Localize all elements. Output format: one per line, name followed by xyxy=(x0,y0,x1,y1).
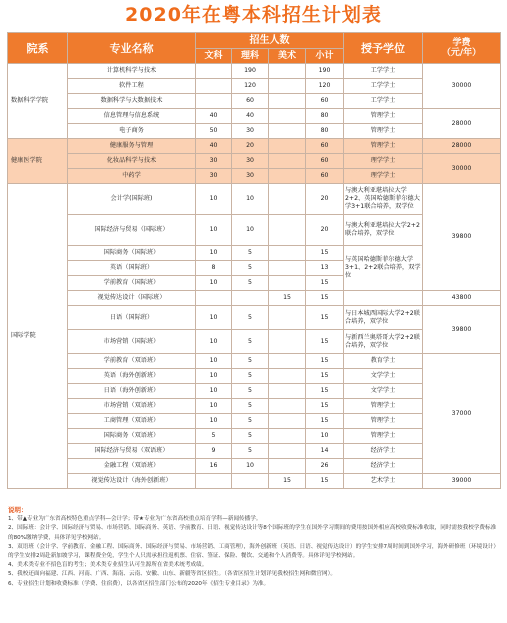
major-cell: 英语（国际班） xyxy=(68,261,196,276)
fee-cell: 30000 xyxy=(423,64,501,109)
meishu-cell xyxy=(269,124,306,139)
degree-cell: 文学学士 xyxy=(344,369,423,384)
wenke-cell: 50 xyxy=(196,124,232,139)
wenke-cell: 10 xyxy=(196,369,232,384)
xiaoji-cell: 190 xyxy=(306,64,344,79)
major-cell: 中药学 xyxy=(68,169,196,184)
note-item: 1、带▲专业为广东省高校特色重点学科—会计学；带★专业为广东省高校重点培育学科—新闻传播学。 xyxy=(8,516,262,523)
meishu-cell xyxy=(269,215,306,246)
meishu-cell xyxy=(269,79,306,94)
notes-heading: 说明： xyxy=(8,506,28,514)
like-cell: 10 xyxy=(232,459,269,474)
like-cell: 5 xyxy=(232,369,269,384)
meishu-cell xyxy=(269,261,306,276)
table-row xyxy=(8,354,501,369)
xiaoji-cell: 15 xyxy=(306,384,344,399)
like-cell: 10 xyxy=(232,184,269,215)
fee-cell: 39000 xyxy=(423,474,501,489)
wenke-cell xyxy=(196,64,232,79)
note-item: 5、我校还面向福建、江西、河南、广西、海南、云南、安徽、山东、新疆等省区招生。（各省区招生计划详见我校招生网和微官网）。 xyxy=(8,571,336,578)
meishu-cell xyxy=(269,306,306,330)
xiaoji-cell: 15 xyxy=(306,306,344,330)
meishu-cell xyxy=(269,94,306,109)
degree-cell: 工学学士 xyxy=(344,94,423,109)
table-row xyxy=(8,109,501,124)
wenke-cell: 16 xyxy=(196,459,232,474)
xiaoji-cell: 80 xyxy=(306,109,344,124)
meishu-cell xyxy=(269,384,306,399)
xiaoji-cell: 15 xyxy=(306,354,344,369)
wenke-cell: 10 xyxy=(196,215,232,246)
major-cell: 工商管理（双语班） xyxy=(68,414,196,429)
meishu-cell xyxy=(269,330,306,354)
meishu-cell xyxy=(269,184,306,215)
like-cell: 120 xyxy=(232,79,269,94)
xiaoji-cell: 80 xyxy=(306,124,344,139)
meishu-cell xyxy=(269,154,306,169)
xiaoji-cell: 15 xyxy=(306,474,344,489)
like-cell: 10 xyxy=(232,215,269,246)
degree-cell: 与日本城西国际大学2+2联合培养，双学位 xyxy=(344,306,423,330)
header-fee xyxy=(423,33,501,64)
wenke-cell: 10 xyxy=(196,306,232,330)
meishu-cell xyxy=(269,399,306,414)
like-cell: 5 xyxy=(232,354,269,369)
degree-cell: 管理学士 xyxy=(344,429,423,444)
xiaoji-cell: 15 xyxy=(306,291,344,306)
meishu-cell: 15 xyxy=(269,474,306,489)
note-item: 2、国际班：会计学、国际经济与贸易、市场营销、国际商务、英语、学前教育、日语、视觉传达设计等8个国际班的学生在国外学习期间的费用按国外相应高校收费标准收取，同时需按我校学费标准的80%缴纳学费，具体详见学校网站。 xyxy=(8,525,497,541)
degree-cell: 与澳大利亚堪培拉大学2+2、英国哈德斯菲尔德大学3+1联合培养，双学位 xyxy=(344,184,423,215)
college-cell: 健康医学院 xyxy=(8,139,68,184)
like-cell: 5 xyxy=(232,414,269,429)
meishu-cell: 15 xyxy=(269,291,306,306)
wenke-cell: 10 xyxy=(196,384,232,399)
meishu-cell xyxy=(269,139,306,154)
like-cell: 5 xyxy=(232,306,269,330)
xiaoji-cell: 60 xyxy=(306,94,344,109)
xiaoji-cell: 15 xyxy=(306,399,344,414)
meishu-cell xyxy=(269,354,306,369)
major-cell: 计算机科学与技术 xyxy=(68,64,196,79)
meishu-cell xyxy=(269,276,306,291)
xiaoji-cell: 20 xyxy=(306,184,344,215)
degree-cell: 经济学士 xyxy=(344,444,423,459)
like-cell: 5 xyxy=(232,384,269,399)
xiaoji-cell: 15 xyxy=(306,369,344,384)
wenke-cell: 10 xyxy=(196,276,232,291)
xiaoji-cell: 60 xyxy=(306,139,344,154)
like-cell: 5 xyxy=(232,429,269,444)
major-cell: 日语（海外创新班） xyxy=(68,384,196,399)
wenke-cell xyxy=(196,94,232,109)
major-cell: 英语（海外创新班） xyxy=(68,369,196,384)
wenke-cell: 30 xyxy=(196,169,232,184)
xiaoji-cell: 15 xyxy=(306,276,344,291)
degree-cell: 与英国哈德斯菲尔德大学3+1、2+2联合培养，双学位 xyxy=(344,246,423,291)
fee-cell: 28000 xyxy=(423,109,501,139)
degree-cell: 文学学士 xyxy=(344,384,423,399)
like-cell: 30 xyxy=(232,169,269,184)
major-cell: 日语（国际班） xyxy=(68,306,196,330)
like-cell: 5 xyxy=(232,246,269,261)
wenke-cell: 40 xyxy=(196,109,232,124)
wenke-cell xyxy=(196,474,232,489)
meishu-cell xyxy=(269,459,306,474)
header-college: 院系 xyxy=(8,33,68,64)
like-cell: 30 xyxy=(232,124,269,139)
meishu-cell xyxy=(269,64,306,79)
header-wenke: 文科 xyxy=(196,49,232,64)
page-title: 2020年在粤本科招生计划表 xyxy=(125,4,382,26)
degree-cell: 理学学士 xyxy=(344,154,423,169)
meishu-cell xyxy=(269,246,306,261)
meishu-cell xyxy=(269,414,306,429)
fee-cell: 37000 xyxy=(423,354,501,474)
xiaoji-cell: 14 xyxy=(306,444,344,459)
wenke-cell: 10 xyxy=(196,414,232,429)
xiaoji-cell: 15 xyxy=(306,330,344,354)
wenke-cell: 10 xyxy=(196,246,232,261)
meishu-cell xyxy=(269,109,306,124)
major-cell: 国际商务（双语班） xyxy=(68,429,196,444)
major-cell: 健康服务与管理 xyxy=(68,139,196,154)
like-cell: 5 xyxy=(232,276,269,291)
header-like: 理科 xyxy=(232,49,269,64)
degree-cell: 理学学士 xyxy=(344,169,423,184)
xiaoji-cell: 60 xyxy=(306,169,344,184)
like-cell: 5 xyxy=(232,399,269,414)
major-cell: 国际经济与贸易（双语班） xyxy=(68,444,196,459)
major-cell: 国际商务（国际班） xyxy=(68,246,196,261)
meishu-cell xyxy=(269,369,306,384)
header-xiaoji: 小计 xyxy=(306,49,344,64)
meishu-cell xyxy=(269,169,306,184)
table-row xyxy=(8,306,501,330)
like-cell: 190 xyxy=(232,64,269,79)
like-cell: 5 xyxy=(232,330,269,354)
xiaoji-cell: 15 xyxy=(306,246,344,261)
header-major: 专业名称 xyxy=(68,33,196,64)
table-row xyxy=(8,139,501,154)
major-cell: 电子商务 xyxy=(68,124,196,139)
wenke-cell: 30 xyxy=(196,154,232,169)
table-row xyxy=(8,64,501,79)
like-cell xyxy=(232,291,269,306)
note-item: 6、专业招生计划和收费标准（学费、住宿费），以各省区招生部门公布的2020年《招生专业目录》为准。 xyxy=(8,580,270,587)
meishu-cell xyxy=(269,429,306,444)
header-degree: 授予学位 xyxy=(344,33,423,64)
xiaoji-cell: 120 xyxy=(306,79,344,94)
table-row xyxy=(8,154,501,169)
like-cell: 30 xyxy=(232,154,269,169)
note-item: 3、双语班（会计学、学前教育、金融工程、国际商务、国际经济与贸易、市场营销、工商管理），海外创新班（英语、日语、视觉传达设计）的学生安排7周时间到国外学习，海外研修班（环境设计）的学生安排2周赴新加坡学习，课程费全免，学生个人只需承担往返机票、住宿、签证、保险、餐饮、交通和个人消费等。具体详见学校网站。 xyxy=(8,543,499,560)
like-cell: 20 xyxy=(232,139,269,154)
degree-cell: 管理学士 xyxy=(344,399,423,414)
major-cell: 市场营销（国际班） xyxy=(68,330,196,354)
major-cell: 软件工程 xyxy=(68,79,196,94)
major-cell: 视觉传达设计（国际班） xyxy=(68,291,196,306)
major-cell: 会计学(国际班) xyxy=(68,184,196,215)
wenke-cell: 8 xyxy=(196,261,232,276)
college-cell: 国际学院 xyxy=(8,184,68,489)
major-cell: 数据科学与大数据技术 xyxy=(68,94,196,109)
header-fee-unit: （元/年） xyxy=(441,48,482,58)
table-row xyxy=(8,184,501,215)
header-fee-label: 学费 xyxy=(452,38,471,48)
like-cell: 60 xyxy=(232,94,269,109)
like-cell: 5 xyxy=(232,444,269,459)
degree-cell: 管理学士 xyxy=(344,109,423,124)
fee-cell: 28000 xyxy=(423,139,501,154)
like-cell xyxy=(232,474,269,489)
xiaoji-cell: 26 xyxy=(306,459,344,474)
degree-cell: 工学学士 xyxy=(344,64,423,79)
header-meishu: 美术 xyxy=(269,49,306,64)
degree-cell: 管理学士 xyxy=(344,124,423,139)
major-cell: 学前教育（国际班） xyxy=(68,276,196,291)
major-cell: 信息管理与信息系统 xyxy=(68,109,196,124)
like-cell: 40 xyxy=(232,109,269,124)
wenke-cell: 10 xyxy=(196,354,232,369)
table-row xyxy=(8,474,501,489)
xiaoji-cell: 13 xyxy=(306,261,344,276)
degree-cell: 经济学士 xyxy=(344,459,423,474)
xiaoji-cell: 60 xyxy=(306,154,344,169)
degree-cell: 与新西兰奥塔哥大学2+2联合培养，双学位 xyxy=(344,330,423,354)
wenke-cell: 10 xyxy=(196,399,232,414)
degree-cell: 工学学士 xyxy=(344,79,423,94)
college-cell: 数据科学学院 xyxy=(8,64,68,139)
notes-section xyxy=(8,506,500,589)
degree-cell: 管理学士 xyxy=(344,139,423,154)
fee-cell: 39800 xyxy=(423,306,501,354)
xiaoji-cell: 15 xyxy=(306,414,344,429)
like-cell: 5 xyxy=(232,261,269,276)
degree-cell: 管理学士 xyxy=(344,414,423,429)
degree-cell: 教育学士 xyxy=(344,354,423,369)
xiaoji-cell: 10 xyxy=(306,429,344,444)
table-row xyxy=(8,291,501,306)
degree-cell xyxy=(344,291,423,306)
wenke-cell: 10 xyxy=(196,330,232,354)
enrollment-plan-table xyxy=(7,32,501,489)
note-item: 4、美术类专业不招色盲的考生；美术类专业招生认可生源所在省美术统考成绩。 xyxy=(8,562,208,569)
major-cell: 国际经济与贸易（国际班） xyxy=(68,215,196,246)
major-cell: 化妆品科学与技术 xyxy=(68,154,196,169)
major-cell: 学前教育（双语班） xyxy=(68,354,196,369)
wenke-cell: 9 xyxy=(196,444,232,459)
xiaoji-cell: 20 xyxy=(306,215,344,246)
meishu-cell xyxy=(269,444,306,459)
fee-cell: 39800 xyxy=(423,184,501,291)
degree-cell: 艺术学士 xyxy=(344,474,423,489)
wenke-cell: 10 xyxy=(196,184,232,215)
wenke-cell: 5 xyxy=(196,429,232,444)
major-cell: 视觉传达设计（海外创新班） xyxy=(68,474,196,489)
major-cell: 金融工程（双语班） xyxy=(68,459,196,474)
fee-cell: 30000 xyxy=(423,154,501,184)
wenke-cell: 40 xyxy=(196,139,232,154)
wenke-cell xyxy=(196,291,232,306)
major-cell: 市场营销（双语班） xyxy=(68,399,196,414)
wenke-cell xyxy=(196,79,232,94)
degree-cell: 与澳大利亚堪培拉大学2+2联合培养，双学位 xyxy=(344,215,423,246)
fee-cell: 43800 xyxy=(423,291,501,306)
header-enroll: 招生人数 xyxy=(196,33,344,49)
